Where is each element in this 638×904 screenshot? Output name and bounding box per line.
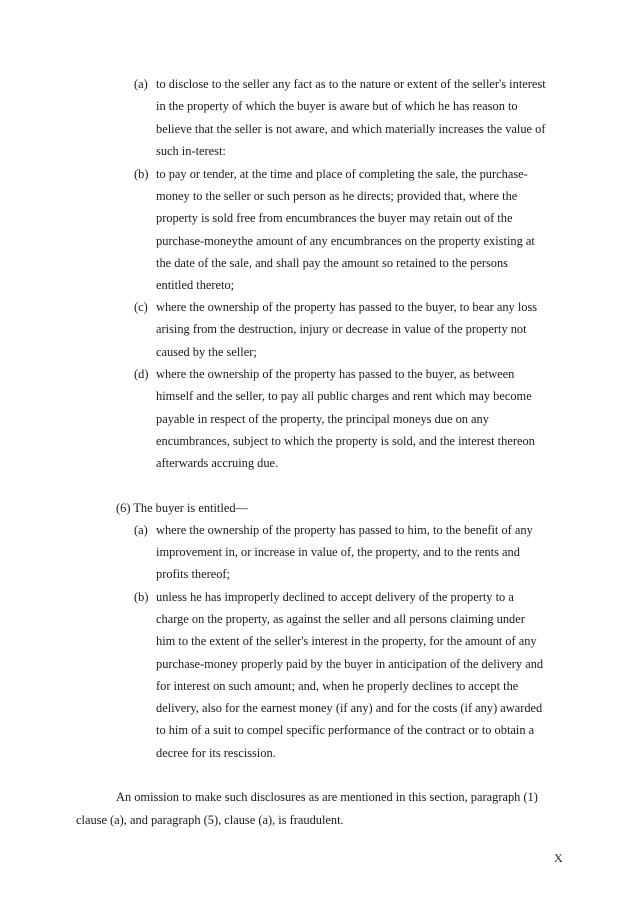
clause-6b-line-6: delivery, also for the earnest money (if any) and for the costs (if any) awarded (156, 701, 543, 715)
clause-5c-marker: (c) (134, 300, 148, 314)
clause-6a-line-2: improvement in, or increase in value of, the property, and to the rents and (156, 545, 520, 559)
closing-paragraph-line-2: clause (a), and paragraph (5), clause (a), is fraudulent. (76, 813, 344, 827)
clause-6b-line-4: purchase-money properly paid by the buyer in anticipation of the delivery and (156, 657, 544, 671)
clause-5b-line-1: to pay or tender, at the time and place of completing the sale, the purchase- (156, 167, 528, 181)
clause-5c-line-1: where the ownership of the property has passed to the buyer, to bear any loss (156, 300, 538, 314)
clause-6a-line-3: profits thereof; (156, 567, 230, 581)
clause-5b-line-3: property is sold free from encumbrances the buyer may retain out of the (156, 211, 513, 225)
clause-6a-marker: (a) (134, 523, 148, 537)
clause-6b-line-7: to him of a suit to compel specific performance of the contract or to obtain a (156, 723, 535, 737)
clause-6b-line-5: for interest on such amount; and, when he properly declines to accept the (156, 679, 519, 693)
clause-5a-line-1: to disclose to the seller any fact as to the nature or extent of the seller's interest (156, 77, 546, 91)
clause-6b-line-1: unless he has improperly declined to accept delivery of the property to a (156, 590, 514, 604)
clause-5d-line-4: encumbrances, subject to which the property is sold, and the interest thereon (156, 434, 535, 448)
clause-5c-line-2: arising from the destruction, injury or decrease in value of the property not (156, 322, 527, 336)
clause-5b-marker: (b) (134, 167, 149, 181)
clause-5d-line-5: afterwards accruing due. (156, 456, 279, 470)
clause-5d-line-1: where the ownership of the property has passed to the buyer, as between (156, 367, 515, 381)
clause-5c-line-3: caused by the seller; (156, 345, 257, 359)
clause-5b-line-5: the date of the sale, and shall pay the amount so retained to the persons (156, 256, 508, 270)
clause-5a-marker: (a) (134, 77, 148, 91)
clause-6a-line-1: where the ownership of the property has passed to him, to the benefit of any (156, 523, 533, 537)
clause-6b-line-3: him to the extent of the seller's interest in the property, for the amount of any (156, 634, 537, 648)
clause-5a-line-3: believe that the seller is not aware, and which materially increases the value of (156, 122, 546, 136)
clause-5d-marker: (d) (134, 367, 149, 381)
section-6-heading: (6) The buyer is entitled— (116, 501, 248, 515)
clause-5b-line-2: money to the seller or such person as he directs; provided that, where the (156, 189, 518, 203)
clause-5a-line-4: such in-terest: (156, 144, 226, 158)
clause-5d-line-2: himself and the seller, to pay all public charges and rent which may become (156, 389, 532, 403)
clause-5b-line-4: purchase-moneythe amount of any encumbrances on the property existing at (156, 234, 535, 248)
clause-5b-line-6: entitled thereto; (156, 278, 235, 292)
clause-6b-marker: (b) (134, 590, 149, 604)
clause-6b-line-2: charge on the property, as against the seller and all persons claiming under (156, 612, 525, 626)
clause-5d-line-3: payable in respect of the property, the principal moneys due on any (156, 412, 489, 426)
closing-paragraph-line-1: An omission to make such disclosures as are mentioned in this section, paragraph (1) (116, 790, 538, 804)
clause-5a-line-2: in the property of which the buyer is aware but of which he has reason to (156, 99, 518, 113)
clause-6b-line-8: decree for its rescission. (156, 746, 276, 760)
page-number: X (554, 851, 563, 865)
